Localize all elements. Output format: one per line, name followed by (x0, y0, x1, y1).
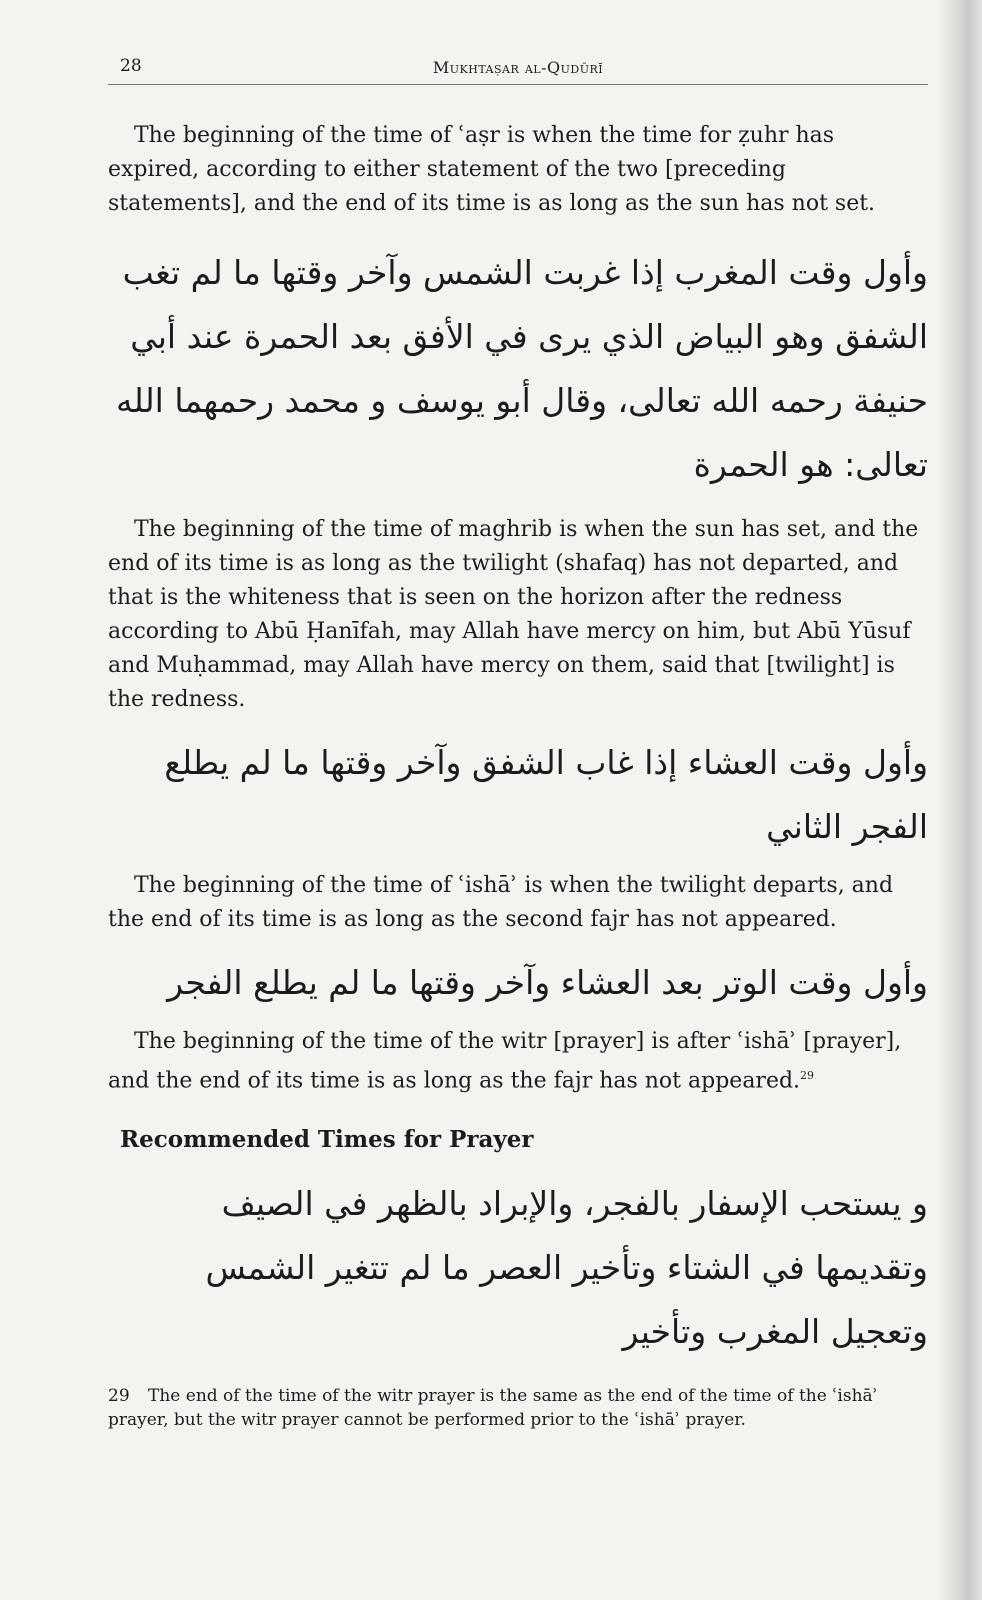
footnote (108, 1384, 928, 1432)
running-title: Mukhtaṣar al-Qudūrī (432, 58, 604, 77)
maghrib-translation: The beginning of the time of maghrib is when the sun has set, and the end of its time is as long as the twilight (shafaq) has not departed, and that is the whiteness that is seen on the horizon after the redness according to Abū Ḥanīfah, may Allah have mercy on him, but Abū Yūsuf and Muḥammad, may Allah have mercy on them, said that [twilight] is the redness. (108, 517, 919, 712)
recommended-arabic: و يستحب الإسفار بالفجر، والإبراد بالظهر في الصيف وتقديمها في الشتاء وتأخير العصر ما لم تتغير الشمس وتعجيل المغرب وتأخير (205, 1184, 928, 1352)
section-heading: Recommended Times for Prayer (120, 1126, 534, 1154)
witr-translation-text: The beginning of the time of the witr [prayer] is after ʿishāʾ [prayer], and the end of its time is as long as the fajr has not appeared. (108, 1029, 902, 1094)
page-edge-shadow (936, 0, 982, 1600)
footnote-text: The end of the time of the witr prayer is the same as the end of the time of the ʿishāʾ prayer, but the witr prayer cannot be performed prior to the ʿishāʾ prayer. (108, 1386, 878, 1431)
witr-arabic: وأول وقت الوتر بعد العشاء وآخر وقتها ما لم يطلع الفجر (167, 963, 928, 1002)
isha-arabic: وأول وقت العشاء إذا غاب الشفق وآخر وقتها ما لم يطلع الفجر الثاني (164, 743, 928, 846)
asr-translation: The beginning of the time of ʿaṣr is when the time for ẓuhr has expired, according to either statement of the two [preceding statements], and the end of its time is as long as the sun has not set. (108, 123, 876, 216)
book-page (108, 52, 928, 1432)
page-number: 28 (120, 56, 142, 76)
isha-translation: The beginning of the time of ʿishāʾ is when the twilight departs, and the end of its time is as long as the second fajr has not appeared. (108, 873, 894, 932)
footnote-number: 29 (108, 1386, 130, 1407)
maghrib-arabic: وأول وقت المغرب إذا غربت الشمس وآخر وقتها ما لم تغب الشفق وهو البياض الذي يرى في الأفق بعد الحمرة عند أبي حنيفة رحمه الله تعالى، وقال أبو يوسف و محمد رحمهما الله تعالى: هو الحمرة (115, 253, 928, 484)
witr-translation (108, 1025, 928, 1098)
page-header (108, 52, 928, 85)
footnote-reference[interactable]: 29 (800, 1069, 815, 1082)
